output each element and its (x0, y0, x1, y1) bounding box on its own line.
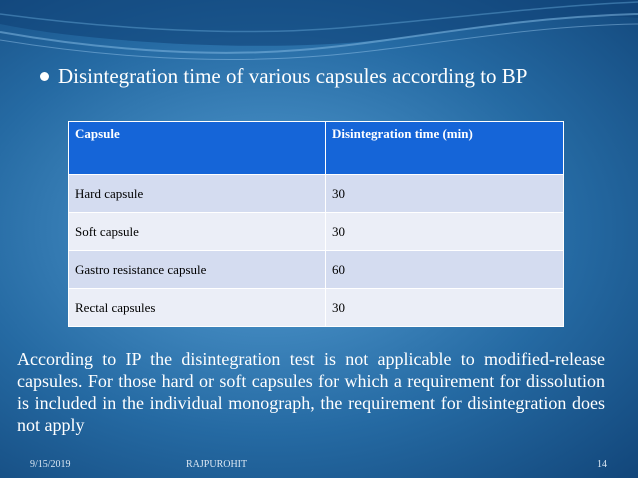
table-row (69, 213, 564, 251)
footer-date: 9/15/2019 (30, 459, 71, 470)
table-row (69, 175, 564, 213)
table-cell-capsule: Soft capsule (69, 213, 326, 251)
footer-author: RAJPUROHIT (186, 459, 248, 470)
bullet-point (40, 64, 600, 89)
table-cell-time: 30 (326, 289, 564, 327)
body-paragraph: According to IP the disintegration test is not applicable to modified-release capsules. For those hard or soft capsules for which a requirement for dissolution is included in the individual monograph, the requirement for disintegration does not apply (17, 349, 605, 435)
capsule-table (68, 121, 564, 327)
table-cell-time: 60 (326, 251, 564, 289)
bullet-icon (40, 72, 49, 81)
table-cell-time: 30 (326, 213, 564, 251)
table-header-capsule: Capsule (69, 122, 326, 175)
table-cell-capsule: Rectal capsules (69, 289, 326, 327)
bullet-text: Disintegration time of various capsules according to BP (58, 64, 528, 88)
table-row (69, 251, 564, 289)
table-header-time: Disintegration time (min) (326, 122, 564, 175)
footer-page-number: 14 (597, 459, 607, 470)
table-cell-capsule: Hard capsule (69, 175, 326, 213)
table-cell-capsule: Gastro resistance capsule (69, 251, 326, 289)
table-cell-time: 30 (326, 175, 564, 213)
table-header-row (69, 122, 564, 175)
table-row (69, 289, 564, 327)
